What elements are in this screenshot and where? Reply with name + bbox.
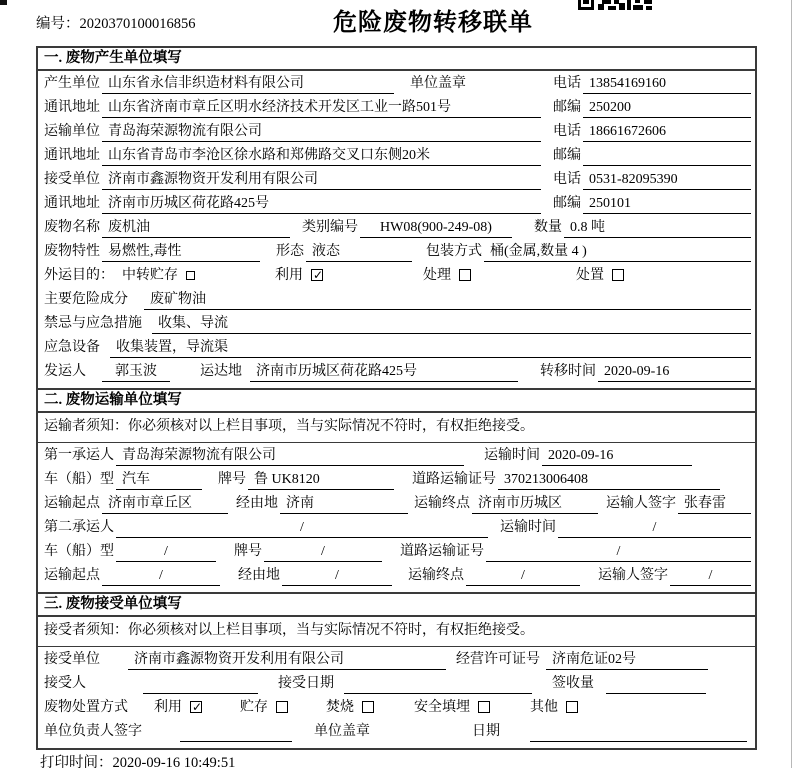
transporter-addr-value: 山东省青岛市李沧区徐水路和郑佛路交叉口东侧20米 bbox=[102, 145, 541, 166]
equipment-label: 应急设备 bbox=[44, 340, 100, 355]
vehicle1-label: 车（船）型 bbox=[44, 472, 114, 487]
section2-title: 二. 废物运输单位填写 bbox=[38, 390, 755, 413]
print-time-line bbox=[40, 751, 235, 768]
plate2-label: 牌号 bbox=[234, 544, 262, 559]
producer-addr-label: 通讯地址 bbox=[44, 100, 100, 115]
producer-label: 产生单位 bbox=[44, 76, 100, 91]
qty-value: 0.8 吨 bbox=[564, 217, 751, 238]
accept-unit-row bbox=[42, 649, 751, 673]
character-value: 易燃性,毒性 bbox=[102, 241, 260, 262]
transporter-row bbox=[42, 121, 751, 145]
plate1-label: 牌号 bbox=[218, 472, 246, 487]
print-time-label: 打印时间： bbox=[40, 755, 113, 768]
section1-title: 一. 废物产生单位填写 bbox=[38, 48, 755, 71]
receiver-phone-value: 0531-82095390 bbox=[583, 169, 751, 190]
waste-name-label: 废物名称 bbox=[44, 220, 100, 235]
receiver-seal-label: 单位盖章 bbox=[314, 724, 370, 739]
purpose-dispose-checkbox bbox=[612, 269, 624, 281]
plate1-value: 鲁 UK8120 bbox=[248, 469, 394, 490]
serial-label: 编号： bbox=[36, 16, 80, 32]
manifest-form bbox=[36, 46, 757, 750]
taboo-value: 收集、导流 bbox=[152, 313, 751, 334]
transporter-notice: 运输者须知：你必须核对以上栏目事项，当与实际情况不符时，有权拒绝接受。 bbox=[38, 413, 755, 443]
category-label: 类别编号 bbox=[302, 220, 358, 235]
sign2-label: 运输人签字 bbox=[598, 568, 668, 583]
receiver-row bbox=[42, 169, 751, 193]
receiver-value: 济南市鑫源物资开发利用有限公司 bbox=[102, 169, 541, 190]
print-time-value: 2020-09-16 10:49:51 bbox=[112, 755, 236, 768]
taboo-label: 禁忌与应急措施 bbox=[44, 316, 142, 331]
road-permit2-value: / bbox=[486, 541, 751, 562]
end1-label: 运输终点 bbox=[414, 496, 470, 511]
carrier1-time-label: 运输时间 bbox=[484, 448, 540, 463]
sign1-value: 张春雷 bbox=[678, 493, 751, 514]
origin1-label: 运输起点 bbox=[44, 496, 100, 511]
carrier2-value: / bbox=[116, 517, 488, 538]
producer-zip-label: 邮编 bbox=[553, 100, 581, 115]
carrier2-time-label: 运输时间 bbox=[500, 520, 556, 535]
section-producer bbox=[36, 46, 757, 390]
acceptor-row bbox=[42, 673, 751, 697]
scan-artifact bbox=[0, 0, 7, 5]
disposal-row bbox=[42, 697, 751, 721]
via1-label: 经由地 bbox=[236, 496, 278, 511]
responsible-sign-row bbox=[42, 721, 751, 745]
qr-code-icon bbox=[578, 0, 652, 10]
receiver-address-row bbox=[42, 193, 751, 217]
carrier1-label: 第一承运人 bbox=[44, 448, 114, 463]
disposal-use-label: 利用 bbox=[154, 700, 182, 715]
accept-date-value bbox=[344, 673, 532, 694]
producer-zip-value: 250200 bbox=[583, 97, 751, 118]
received-qty-value bbox=[606, 673, 706, 694]
section-receiver bbox=[36, 592, 757, 750]
dest-value: 济南市历城区荷花路425号 bbox=[250, 361, 518, 382]
packing-label: 包装方式 bbox=[426, 244, 482, 259]
serial-number-line bbox=[36, 12, 196, 33]
producer-value: 山东省永信非织造材料有限公司 bbox=[102, 73, 394, 94]
origin2-value: / bbox=[102, 565, 220, 586]
accept-unit-label: 接受单位 bbox=[44, 652, 100, 667]
date-value bbox=[530, 721, 747, 742]
date-label: 日期 bbox=[472, 724, 500, 739]
purpose-row bbox=[42, 265, 751, 289]
received-qty-label: 签收量 bbox=[552, 676, 594, 691]
disposal-landfill-checkbox bbox=[478, 701, 490, 713]
receiver-label: 接受单位 bbox=[44, 172, 100, 187]
hazard-label: 主要危险成分 bbox=[44, 292, 128, 307]
transporter-label: 运输单位 bbox=[44, 124, 100, 139]
transporter-zip-value bbox=[583, 145, 751, 166]
waste-name-row bbox=[42, 217, 751, 241]
accept-date-label: 接受日期 bbox=[278, 676, 334, 691]
serial-number: 2020370100016856 bbox=[79, 16, 196, 32]
vehicle1-row bbox=[42, 469, 751, 493]
transporter-addr-label: 通讯地址 bbox=[44, 148, 100, 163]
receiver-phone-label: 电话 bbox=[553, 172, 581, 187]
receiver-addr-value: 济南市历城区荷花路425号 bbox=[102, 193, 541, 214]
producer-row bbox=[42, 73, 751, 97]
plate2-value: / bbox=[264, 541, 382, 562]
origin2-label: 运输起点 bbox=[44, 568, 100, 583]
route1-row bbox=[42, 493, 751, 517]
vehicle2-value: / bbox=[116, 541, 216, 562]
disposal-burn-checkbox bbox=[362, 701, 374, 713]
purpose-option-dispose-label: 处置 bbox=[576, 268, 604, 283]
via1-value: 济南 bbox=[280, 493, 408, 514]
purpose-option-treat-label: 处理 bbox=[423, 268, 451, 283]
purpose-storage-checkbox bbox=[186, 271, 195, 280]
disposal-burn-label: 焚烧 bbox=[326, 700, 354, 715]
carrier1-value: 青岛海荣源物流有限公司 bbox=[116, 445, 464, 466]
vehicle2-row bbox=[42, 541, 751, 565]
packing-value: 桶(金属,数量 4 ) bbox=[484, 241, 751, 262]
road-permit1-value: 370213006408 bbox=[498, 469, 720, 490]
transporter-address-row bbox=[42, 145, 751, 169]
carrier1-row bbox=[42, 445, 751, 469]
disposal-use-checkbox bbox=[190, 701, 202, 713]
section3-title: 三. 废物接受单位填写 bbox=[38, 594, 755, 617]
disposal-label: 废物处置方式 bbox=[44, 700, 128, 715]
responsible-sign-value bbox=[180, 721, 292, 742]
character-label: 废物特性 bbox=[44, 244, 100, 259]
shipper-value: 郭玉波 bbox=[102, 361, 170, 382]
page-title: 危险废物转移联单 bbox=[333, 10, 533, 36]
hazard-row bbox=[42, 289, 751, 313]
shipper-row bbox=[42, 361, 751, 385]
acceptor-label: 接受人 bbox=[44, 676, 86, 691]
disposal-other-label: 其他 bbox=[530, 700, 558, 715]
end2-label: 运输终点 bbox=[408, 568, 464, 583]
purpose-option-storage-label: 中转贮存 bbox=[122, 268, 178, 283]
shipper-label: 发运人 bbox=[44, 364, 86, 379]
road-permit1-label: 道路运输证号 bbox=[412, 472, 496, 487]
carrier2-label: 第二承运人 bbox=[44, 520, 114, 535]
receiver-zip-label: 邮编 bbox=[553, 196, 581, 211]
qty-label: 数量 bbox=[534, 220, 562, 235]
sign1-label: 运输人签字 bbox=[606, 496, 676, 511]
category-value: HW08(900-249-08) bbox=[360, 217, 512, 238]
purpose-option-use-label: 利用 bbox=[275, 268, 303, 283]
receiver-addr-label: 通讯地址 bbox=[44, 196, 100, 211]
producer-phone-label: 电话 bbox=[553, 76, 581, 91]
purpose-treat-checkbox bbox=[459, 269, 471, 281]
purpose-use-checkbox bbox=[311, 269, 323, 281]
page-edge-line bbox=[791, 0, 792, 768]
producer-address-row bbox=[42, 97, 751, 121]
transporter-phone-label: 电话 bbox=[553, 124, 581, 139]
disposal-landfill-label: 安全填埋 bbox=[414, 700, 470, 715]
disposal-other-checkbox bbox=[566, 701, 578, 713]
carrier1-time-value: 2020-09-16 bbox=[542, 445, 692, 466]
carrier2-time-value: / bbox=[558, 517, 751, 538]
receiver-notice: 接受者须知：你必须核对以上栏目事项，当与实际情况不符时，有权拒绝接受。 bbox=[38, 617, 755, 647]
disposal-store-checkbox bbox=[276, 701, 288, 713]
producer-addr-value: 山东省济南市章丘区明水经济技术开发区工业一路501号 bbox=[102, 97, 541, 118]
transporter-zip-label: 邮编 bbox=[553, 148, 581, 163]
via2-value: / bbox=[282, 565, 392, 586]
hazard-value: 废矿物油 bbox=[144, 289, 751, 310]
waste-name-value: 废机油 bbox=[102, 217, 290, 238]
accept-unit-value: 济南市鑫源物资开发利用有限公司 bbox=[128, 649, 446, 670]
transfer-time-value: 2020-09-16 bbox=[598, 361, 751, 382]
form-value: 液态 bbox=[306, 241, 412, 262]
form-label: 形态 bbox=[276, 244, 304, 259]
disposal-store-label: 贮存 bbox=[240, 700, 268, 715]
receiver-zip-value: 250101 bbox=[583, 193, 751, 214]
transporter-value: 青岛海荣源物流有限公司 bbox=[102, 121, 541, 142]
waste-character-row bbox=[42, 241, 751, 265]
sign2-value: / bbox=[670, 565, 751, 586]
transfer-time-label: 转移时间 bbox=[540, 364, 596, 379]
producer-seal-label: 单位盖章 bbox=[410, 76, 466, 91]
vehicle1-value: 汽车 bbox=[116, 469, 202, 490]
carrier2-row bbox=[42, 517, 751, 541]
dest-label: 运达地 bbox=[200, 364, 242, 379]
vehicle2-label: 车（船）型 bbox=[44, 544, 114, 559]
road-permit2-label: 道路运输证号 bbox=[400, 544, 484, 559]
transporter-phone-value: 18661672606 bbox=[583, 121, 751, 142]
acceptor-value bbox=[143, 673, 258, 694]
equipment-row bbox=[42, 337, 751, 361]
equipment-value: 收集装置，导流渠 bbox=[110, 337, 751, 358]
purpose-label: 外运目的： bbox=[44, 268, 114, 283]
license-value: 济南危证02号 bbox=[546, 649, 708, 670]
route2-row bbox=[42, 565, 751, 589]
taboo-row bbox=[42, 313, 751, 337]
responsible-sign-label: 单位负责人签字 bbox=[44, 724, 142, 739]
end1-value: 济南市历城区 bbox=[472, 493, 598, 514]
section-transporter bbox=[36, 388, 757, 594]
producer-phone-value: 13854169160 bbox=[583, 73, 751, 94]
license-label: 经营许可证号 bbox=[456, 652, 540, 667]
origin1-value: 济南市章丘区 bbox=[102, 493, 228, 514]
via2-label: 经由地 bbox=[238, 568, 280, 583]
end2-value: / bbox=[466, 565, 580, 586]
